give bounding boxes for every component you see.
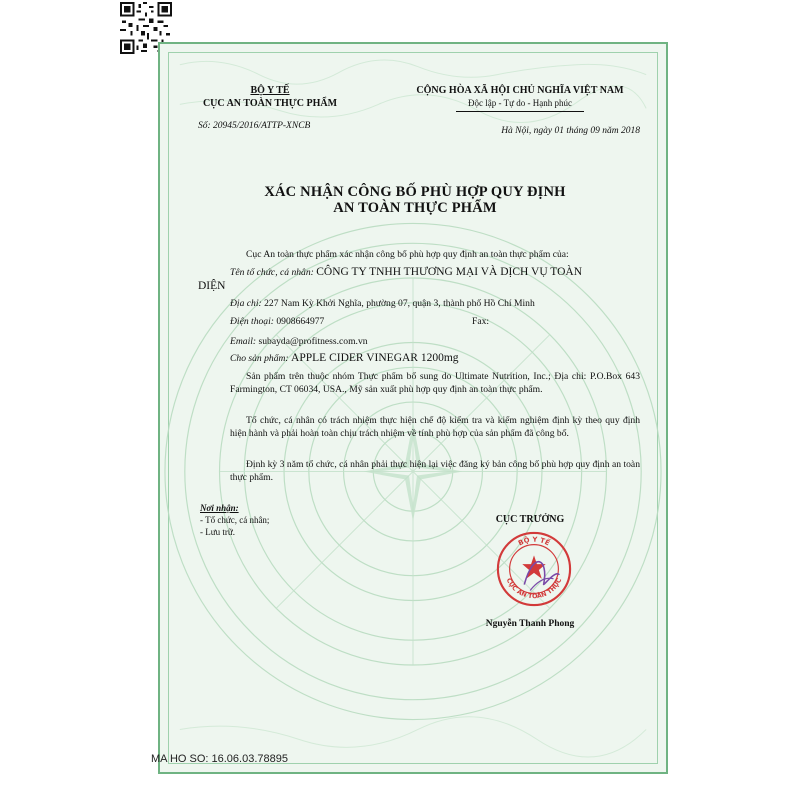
recipient-item: - Tổ chức, cá nhân; — [200, 515, 270, 525]
motto-underline — [456, 111, 584, 112]
email-line — [230, 336, 640, 349]
email-label: Email: — [230, 336, 257, 347]
seal-ring-text: CỤC AN TOÀN THỰC — [504, 577, 564, 601]
national-header — [380, 84, 660, 112]
phone-line — [230, 316, 640, 329]
signer-title: CỤC TRƯỞNG — [495, 514, 565, 525]
department-name: CỤC AN TOÀN THỰC PHẨM — [202, 98, 338, 109]
svg-text:BỘ Y TẾ — [517, 535, 552, 548]
signer-name: Nguyễn Thanh Phong — [485, 619, 575, 629]
paragraph-renewal: Định kỳ 3 năm tổ chức, cá nhân phải thực hiện lại việc đăng ký bản công bố phù hợp quy định an toàn thực phẩm. — [230, 459, 640, 483]
document-title — [160, 184, 670, 216]
address-line — [230, 298, 640, 311]
bronze-drum-watermark-icon — [160, 44, 666, 772]
fax-label: Fax: — [472, 316, 490, 327]
document-number: Số: 20945/2016/ATTP-XNCB — [198, 121, 311, 131]
certificate-document — [158, 42, 668, 774]
product-line — [230, 352, 640, 366]
phone-value: 0908664977 — [276, 316, 325, 327]
recipient-item: - Lưu trữ. — [200, 527, 235, 537]
seal-top-text: BỘ Y TẾ — [517, 535, 551, 548]
recipients-block — [200, 502, 340, 538]
title-line-2: AN TOÀN THỰC PHẨM — [333, 200, 497, 216]
title-line-1: XÁC NHẬN CÔNG BỐ PHÙ HỢP QUY ĐỊNH — [264, 184, 566, 200]
address-label: Địa chỉ: — [230, 298, 262, 309]
republic-name: CỘNG HÒA XÃ HỘI CHỦ NGHĨA VIỆT NAM — [416, 85, 624, 96]
org-value: CÔNG TY TNHH THƯƠNG MẠI VÀ DỊCH VỤ TOÀN — [316, 266, 583, 278]
issuer-header — [195, 84, 345, 110]
phone-label: Điện thoại: — [230, 316, 274, 327]
product-value: APPLE CIDER VINEGAR 1200mg — [291, 352, 459, 364]
paragraph-responsibility: Tổ chức, cá nhân có trách nhiệm thực hiện chế độ kiểm tra và kiểm nghiệm định kỳ theo quy định hiện hành và phải hoàn toàn chịu trách nhiệm về tính phù hợp của sản phẩm đã công bố. — [230, 415, 640, 439]
address-value: 227 Nam Kỳ Khởi Nghĩa, phường 07, quận 3, thành phố Hồ Chí Minh — [264, 298, 535, 309]
intro-text: Cục An toàn thực phẩm xác nhận công bố phù hợp quy định an toàn thực phẩm của: — [246, 249, 569, 260]
org-label: Tên tổ chức, cá nhân: — [230, 267, 314, 278]
email-value: subayda@profitness.com.vn — [258, 336, 368, 347]
ministry-name: BỘ Y TẾ — [250, 85, 290, 96]
official-seal-icon — [495, 530, 573, 608]
national-motto: Độc lập - Tự do - Hạnh phúc — [468, 98, 572, 108]
svg-text:CỤC AN TOÀN THỰC — [505, 577, 564, 600]
dossier-code: MA HO SO: 16.06.03.78895 — [151, 753, 288, 765]
recipients-label: Nơi nhận: — [200, 503, 239, 513]
org-line — [230, 266, 640, 280]
paragraph-product-info: Sản phẩm trên thuộc nhóm Thực phẩm bổ sung do Ultimate Nutrition, Inc.; Địa chỉ: P.O.Box 643 Farmington, CT 06034, USA., Mỹ sản xuất phù hợp quy định an toàn thực phẩm. — [230, 371, 640, 395]
product-label: Cho sản phẩm: — [230, 353, 289, 364]
issue-date: Hà Nội, ngày 01 tháng 09 năm 2018 — [501, 126, 640, 136]
org-value-continued: DIỆN — [198, 280, 226, 292]
